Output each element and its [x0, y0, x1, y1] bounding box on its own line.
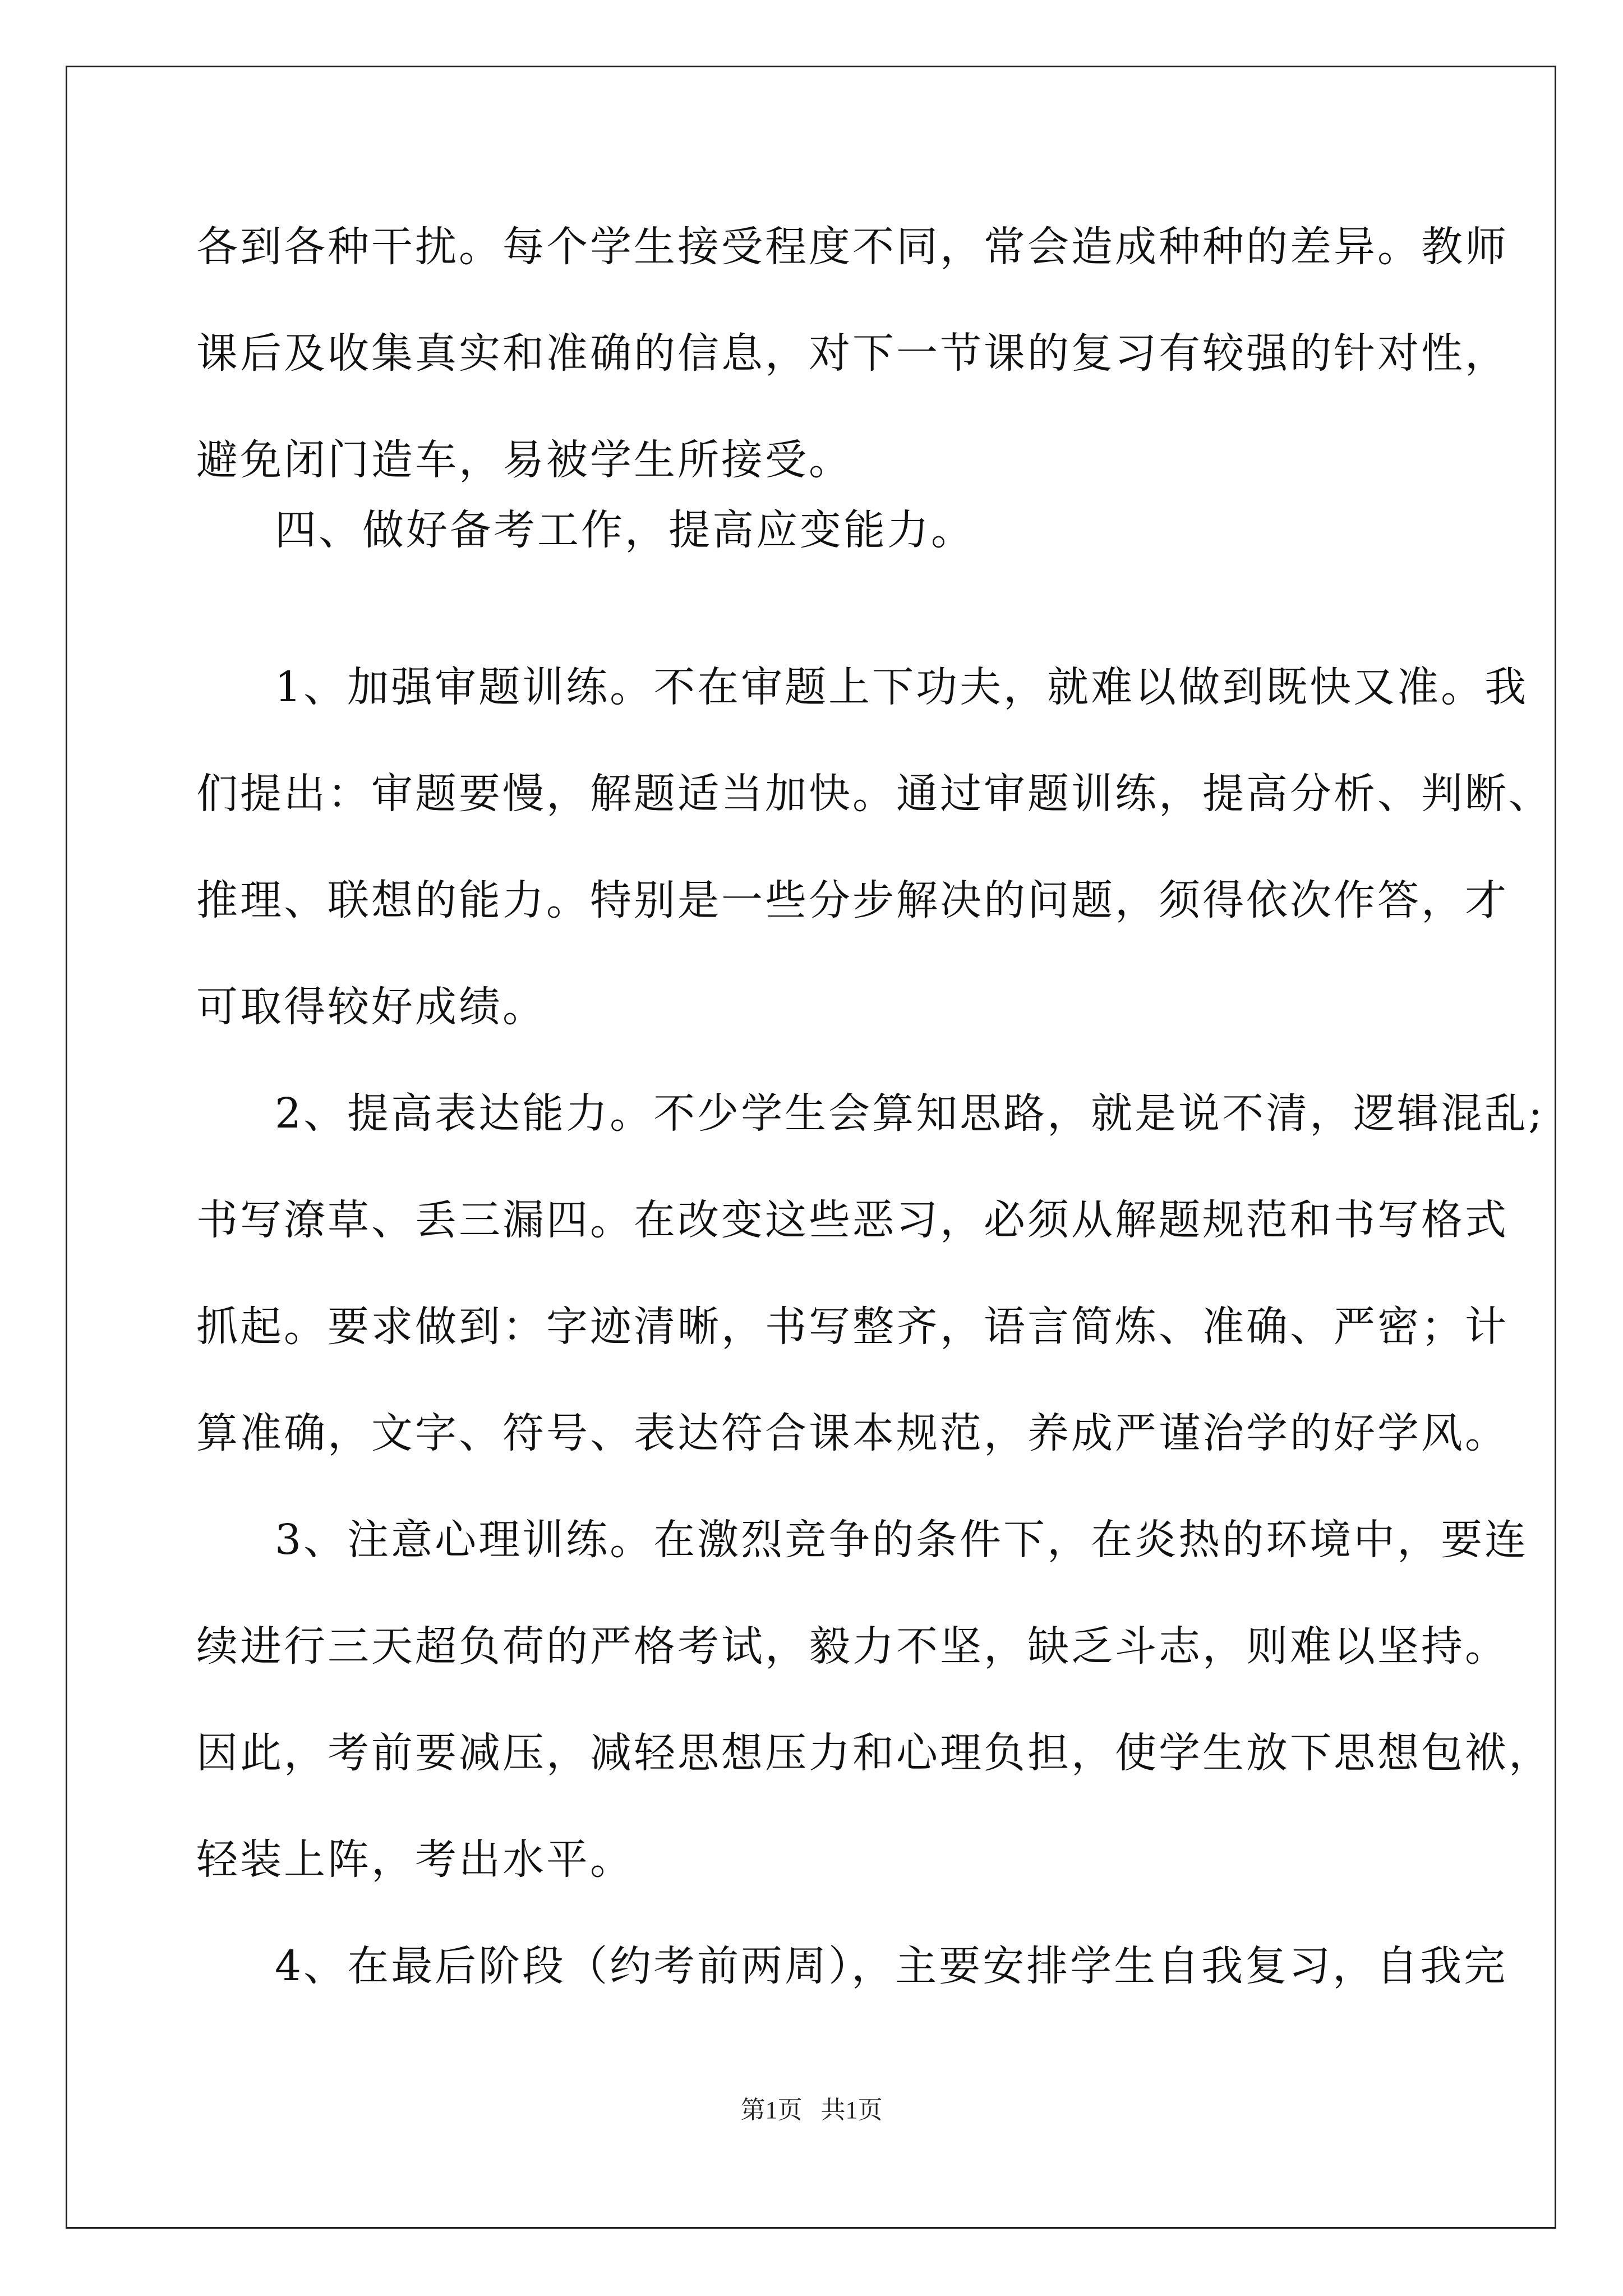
text-line: 避免闭门造车，易被学生所接受。 [196, 436, 852, 484]
text-line: 课后及收集真实和准确的信息，对下一节课的复习有较强的针对性， [196, 329, 1509, 378]
text-line: 4、在最后阶段（约考前两周），主要安排学生自我复习，自我完 [275, 1942, 1508, 1990]
text-line: 可取得较好成绩。 [196, 983, 546, 1031]
text-line: 1、加强审题训练。不在审题上下功夫，就难以做到既快又准。我 [275, 663, 1529, 711]
text-line: 轻装上阵，考出水平。 [196, 1835, 634, 1884]
text-line: 续进行三天超负荷的严格考试，毅力不坚，缺乏斗志，则难以坚持。 [196, 1622, 1509, 1671]
section-heading: 四、做好备考工作，提高应变能力。 [275, 506, 975, 554]
text-line: 推理、联想的能力。特别是一些分步解决的问题，须得依次作答，才 [196, 876, 1509, 924]
page-border [66, 66, 1556, 2229]
text-line: 因此，考前要减压，减轻思想压力和心理负担，使学生放下思想包袱， [196, 1729, 1552, 1777]
text-line: 2、提高表达能力。不少学生会算知思路，就是说不清，逻辑混乱; [275, 1089, 1545, 1138]
text-line: 书写潦草、丢三漏四。在改变这些恶习，必须从解题规范和书写格式 [196, 1196, 1509, 1244]
text-line: 3、注意心理训练。在激烈竞争的条件下，在炎热的环境中，要连 [275, 1516, 1529, 1564]
page-number-footer: 第1页 共1页 [740, 2096, 883, 2124]
text-line: 们提出：审题要慢，解题适当加快。通过审题训练，提高分析、判断、 [196, 770, 1552, 818]
text-line: 抓起。要求做到：字迹清晰，书写整齐，语言简炼、准确、严密；计 [196, 1303, 1509, 1351]
text-line: 各到各种干扰。每个学生接受程度不同，常会造成种种的差异。教师 [196, 223, 1509, 271]
text-line: 算准确，文字、符号、表达符合课本规范，养成严谨治学的好学风。 [196, 1409, 1509, 1457]
